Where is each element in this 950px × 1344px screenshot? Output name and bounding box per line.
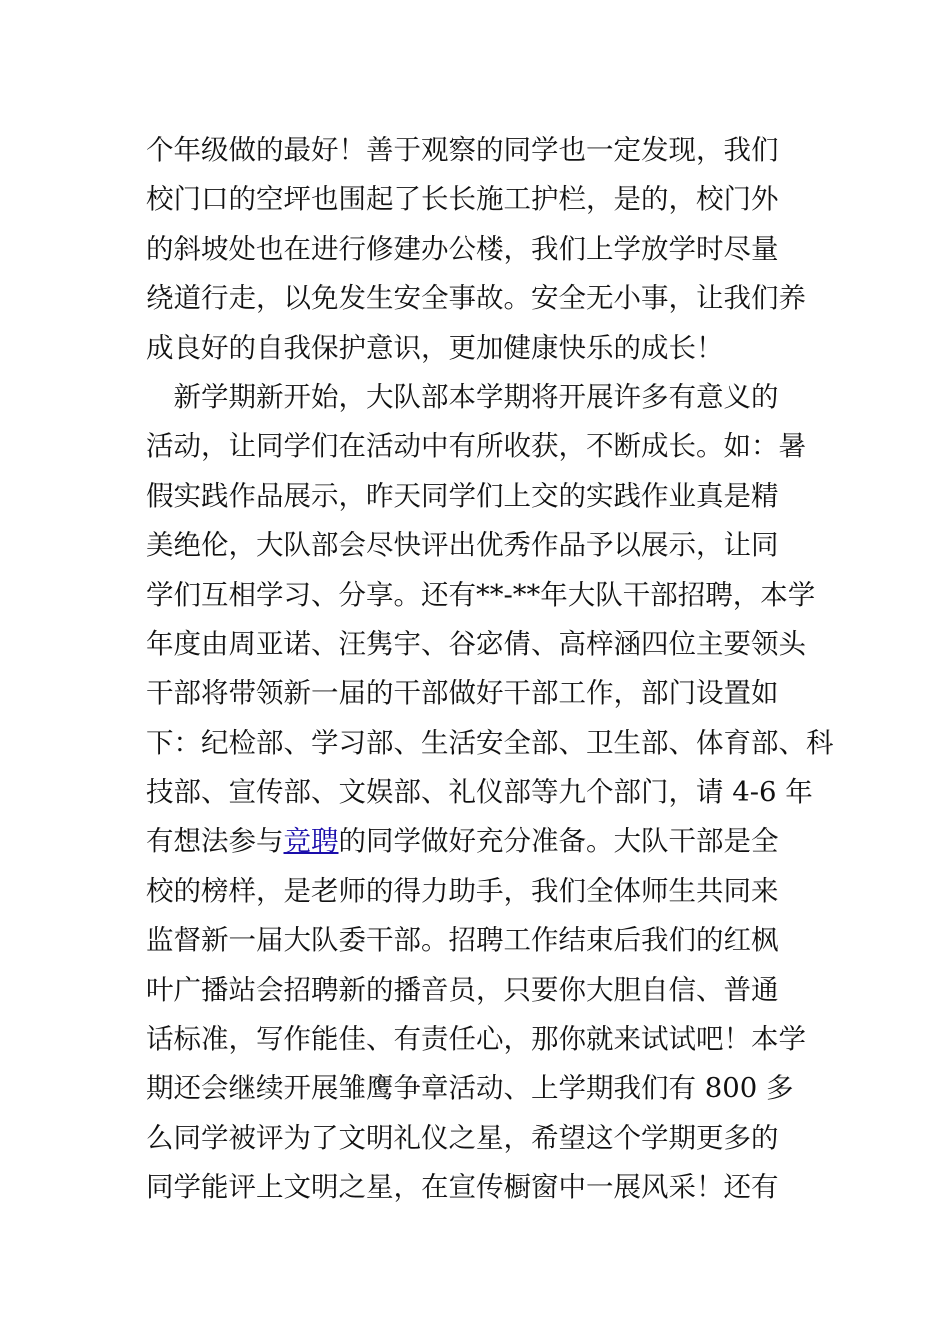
text-line: 话标准，写作能佳、有责任心，那你就来试试吧！本学 [146, 1023, 806, 1056]
text-segment: 的同学做好充分准备。大队干部是全 [338, 825, 779, 858]
text-line: 下：纪检部、学习部、生活安全部、卫生部、体育部、科 [146, 726, 834, 759]
text-line: 校的榜样，是老师的得力助手，我们全体师生共同来 [146, 874, 779, 907]
text-line: 个年级做的最好！善于观察的同学也一定发现，我们 [146, 134, 779, 166]
paragraph-start-line: 新学期新开始，大队部本学期将开展许多有意义的 [146, 380, 779, 413]
text-line: 年度由周亚诺、汪隽宇、谷宓倩、高梓涵四位主要领头 [146, 627, 806, 660]
text-line: 学们互相学习、分享。还有**-**年大队干部招聘，本学 [146, 578, 816, 611]
text-line: 成良好的自我保护意识，更加健康快乐的成长！ [146, 331, 724, 364]
text-line: 技部、宣传部、文娱部、礼仪部等九个部门，请 4-6 年 [146, 776, 813, 809]
text-line: 干部将带领新一届的干部做好干部工作，部门设置如 [146, 677, 779, 710]
text-line-with-link [146, 817, 811, 866]
text-line: 么同学被评为了文明礼仪之星，希望这个学期更多的 [146, 1121, 779, 1154]
text-line: 绕道行走，以免发生安全事故。安全无小事，让我们养 [146, 282, 806, 315]
text-line: 的斜坡处也在进行修建办公楼，我们上学放学时尽量 [146, 232, 779, 265]
text-line: 假实践作品展示，昨天同学们上交的实践作业真是精 [146, 479, 779, 512]
text-line: 美绝伦，大队部会尽快评出优秀作品予以展示，让同 [146, 529, 779, 562]
body-text [146, 126, 834, 1213]
text-line: 活动，让同学们在活动中有所收获，不断成长。如：暑 [146, 430, 806, 463]
text-segment: 有想法参与 [146, 825, 284, 858]
text-line: 期还会继续开展雏鹰争章活动、上学期我们有 800 多 [146, 1072, 794, 1105]
jingpin-link[interactable]: 竞聘 [283, 825, 339, 858]
text-line: 叶广播站会招聘新的播音员，只要你大胆自信、普通 [146, 973, 779, 1006]
text-line: 监督新一届大队委干部。招聘工作结束后我们的红枫 [146, 924, 779, 957]
text-line: 校门口的空坪也围起了长长施工护栏，是的，校门外 [146, 183, 779, 216]
text-line: 同学能评上文明之星，在宣传橱窗中一展风采！还有 [146, 1171, 779, 1204]
